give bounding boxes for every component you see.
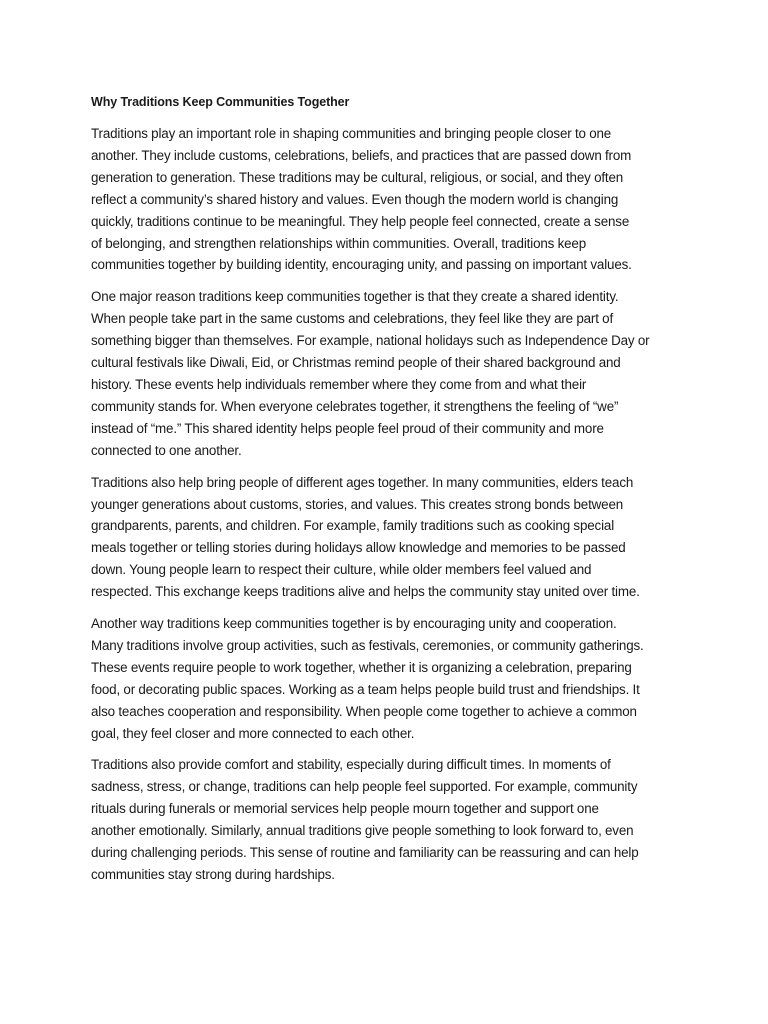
paragraph-5: [91, 754, 683, 885]
text-line: something bigger than themselves. For example, national holidays such as Independence Day or: [91, 333, 650, 349]
text-line: goal, they feel closer and more connected to each other.: [91, 725, 415, 741]
text-line: younger generations about customs, stories, and values. This creates strong bonds between: [91, 496, 624, 512]
text-line: These events require people to work together, whether it is organizing a celebration, preparing: [91, 659, 632, 675]
text-line: down. Young people learn to respect their culture, while older members feel valued and: [91, 562, 592, 578]
text-line: cultural festivals like Diwali, Eid, or Christmas remind people of their shared background and: [91, 355, 621, 371]
text-line: communities stay strong during hardships.: [91, 867, 335, 882]
text-line: generation to generation. These traditions may be cultural, religious, or social, and they often: [91, 169, 624, 185]
text-line: connected to one another.: [91, 442, 242, 458]
text-line: food, or decorating public spaces. Working as a team helps people build trust and friendships. It: [91, 681, 640, 697]
text-line: instead of “me.” This shared identity helps people feel proud of their community and more: [91, 420, 604, 436]
text-line: another. They include customs, celebrations, beliefs, and practices that are passed down from: [91, 147, 632, 163]
text-line: One major reason traditions keep communities together is that they create a shared identity.: [91, 289, 619, 305]
paragraph-2: [91, 286, 683, 461]
paragraph-3: [91, 472, 683, 603]
document-title: Why Traditions Keep Communities Together: [91, 95, 350, 109]
text-line: Traditions also provide comfort and stability, especially during difficult times. In moments of: [91, 757, 611, 773]
text-line: Traditions play an important role in shaping communities and bringing people closer to one: [91, 126, 612, 141]
text-line: quickly, traditions continue to be meaningful. They help people feel connected, create a sense: [91, 213, 630, 229]
paragraph-1: [91, 123, 683, 276]
text-line: meals together or telling stories during holidays allow knowledge and memories to be passed: [91, 540, 626, 556]
text-line: of belonging, and strengthen relationships within communities. Overall, traditions keep: [91, 235, 587, 251]
text-line: history. These events help individuals remember where they come from and what their: [91, 376, 587, 392]
text-line: respected. This exchange keeps traditions alive and helps the community stay united over time.: [91, 584, 640, 600]
text-line: during challenging periods. This sense of routine and familiarity can be reassuring and can help: [91, 845, 639, 861]
text-line: community stands for. When everyone celebrates together, it strengthens the feeling of “we”: [91, 398, 619, 414]
document-body: [91, 93, 683, 896]
text-line: another emotionally. Similarly, annual traditions give people something to look forward to, even: [91, 823, 634, 839]
text-line: sadness, stress, or change, traditions can help people feel supported. For example, community: [91, 779, 638, 795]
text-line: rituals during funerals or memorial services help people mourn together and support one: [91, 801, 599, 817]
text-line: reflect a community’s shared history and values. Even though the modern world is changing: [91, 191, 619, 207]
text-line: Traditions also help bring people of different ages together. In many communities, elders teach: [91, 474, 634, 490]
text-line: When people take part in the same customs and celebrations, they feel like they are part of: [91, 311, 614, 327]
text-line: grandparents, parents, and children. For example, family traditions such as cooking special: [91, 518, 615, 534]
text-line: also teaches cooperation and responsibility. When people come together to achieve a common: [91, 703, 637, 719]
paragraph-4: [91, 613, 683, 744]
text-line: communities together by building identity, encouraging unity, and passing on important values.: [91, 257, 632, 273]
text-line: Another way traditions keep communities together is by encouraging unity and cooperation.: [91, 616, 617, 632]
text-line: Many traditions involve group activities, such as festivals, ceremonies, or community gatherings.: [91, 637, 644, 653]
